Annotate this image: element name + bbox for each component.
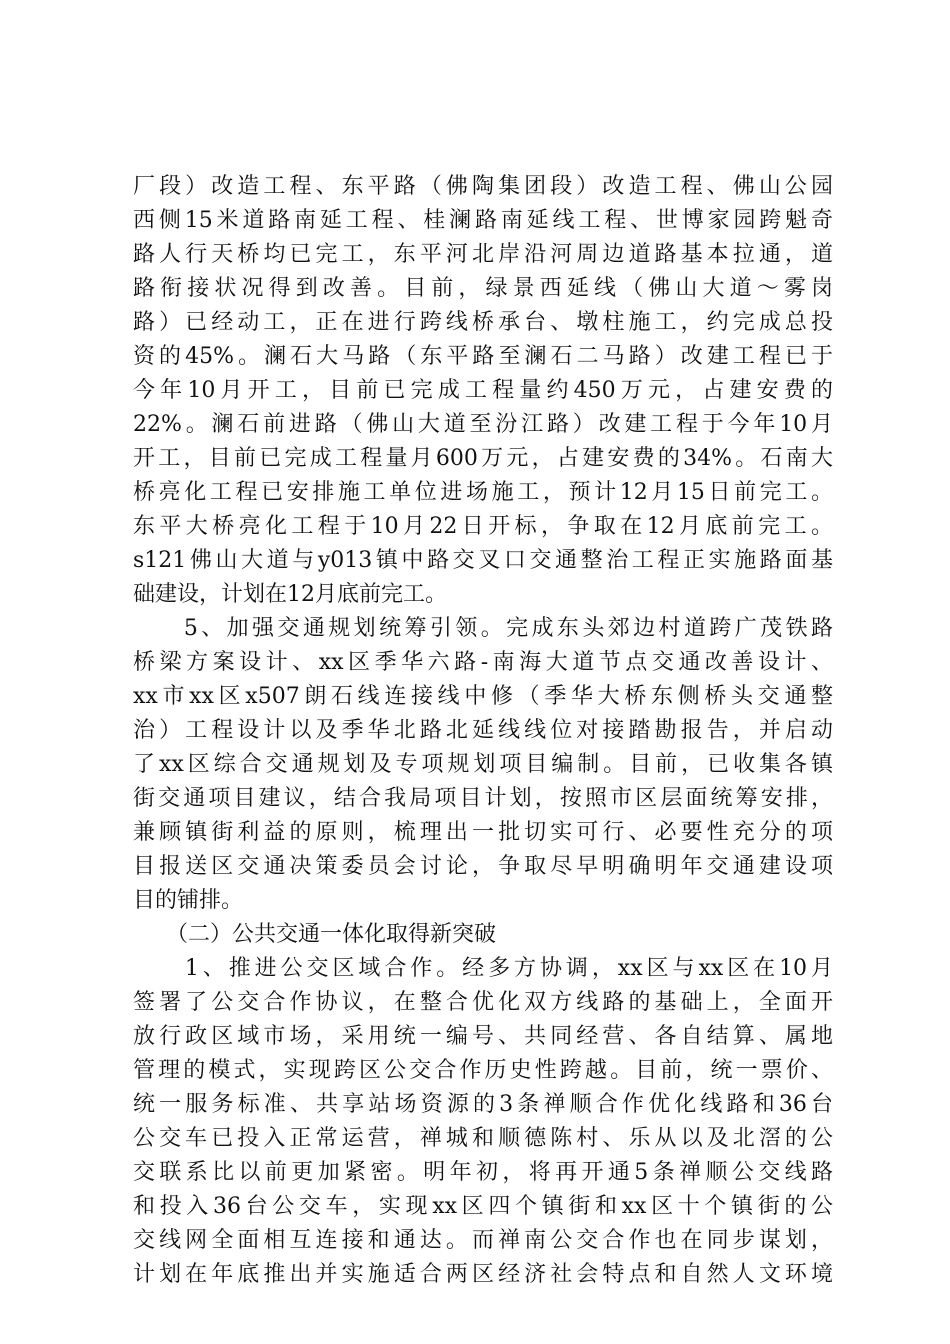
text-line: 路）已经动工，正在进行跨线桥承台、墩柱施工，约完成总投 [133, 310, 833, 335]
text-line: 东平大桥亮化工程于10月22日开标，争取在12月底前完工。 [133, 514, 833, 539]
text-line: 开工，目前已完成工程量月600万元，占建安费的34%。石南大 [133, 446, 833, 471]
text-line: 管理的模式，实现跨区公交合作历史性跨越。目前，统一票价、 [133, 1058, 833, 1083]
text-line: 统一服务标准、共享站场资源的3条禅顺合作优化线路和36台 [133, 1092, 833, 1117]
text-line: 础建设，计划在12月底前完工。 [133, 582, 447, 607]
text-line: 放行政区域市场，采用统一编号、共同经营、各自结算、属地 [133, 1024, 833, 1049]
text-line: 和投入36台公交车，实现xx区四个镇街和xx区十个镇街的公 [133, 1194, 833, 1219]
text-line: 桥亮化工程已安排施工单位进场施工，预计12月15日前完工。 [133, 480, 833, 505]
text-line: 22%。澜石前进路（佛山大道至汾江路）改建工程于今年10月 [133, 412, 833, 437]
text-line: 厂段）改造工程、东平路（佛陶集团段）改造工程、佛山公园 [133, 174, 833, 199]
text-line: 西侧15米道路南延工程、桂澜路南延线工程、世博家园跨魁奇 [133, 208, 833, 233]
text-line: xx市xx区x507朗石线连接线中修（季华大桥东侧桥头交通整 [133, 684, 833, 709]
text-line: 公交车已投入正常运营，禅城和顺德陈村、乐从以及北滘的公 [133, 1126, 833, 1151]
text-line: 签署了公交合作协议，在整合优化双方线路的基础上，全面开 [133, 990, 833, 1015]
section-heading: （二）公共交通一体化取得新突破 [133, 922, 497, 947]
text-line: 交联系比以前更加紧密。明年初，将再开通5条禅顺公交线路 [133, 1160, 833, 1185]
text-line: 街交通项目建议，结合我局项目计划，按照市区层面统筹安排， [133, 786, 833, 811]
text-line: s121佛山大道与y013镇中路交叉口交通整治工程正实施路面基 [133, 548, 833, 573]
text-line: 治）工程设计以及季华北路北延线线位对接踏勘报告，并启动 [133, 718, 833, 743]
text-line: 了xx区综合交通规划及专项规划项目编制。目前，已收集各镇 [133, 752, 833, 777]
text-line: 目报送区交通决策委员会讨论，争取尽早明确明年交通建设项 [133, 854, 833, 879]
text-line: 路衔接状况得到改善。目前，绿景西延线（佛山大道～雾岗 [133, 276, 833, 301]
text-line: 路人行天桥均已完工，东平河北岸沿河周边道路基本拉通，道 [133, 242, 833, 267]
text-line: 1、推进公交区域合作。经多方协调，xx区与xx区在10月 [133, 956, 833, 981]
text-line: 交线网全面相互连接和通达。而禅南公交合作也在同步谋划， [133, 1228, 833, 1253]
text-line: 桥梁方案设计、xx区季华六路-南海大道节点交通改善设计、 [133, 650, 833, 675]
text-line: 资的45%。澜石大马路（东平路至澜石二马路）改建工程已于 [133, 344, 833, 369]
text-line: 5、加强交通规划统筹引领。完成东头郊边村道跨广茂铁路 [133, 616, 833, 641]
text-line: 目的铺排。 [133, 888, 244, 913]
text-line: 今年10月开工，目前已完成工程量约450万元，占建安费的 [133, 378, 833, 403]
text-line: 兼顾镇街利益的原则，梳理出一批切实可行、必要性充分的项 [133, 820, 833, 845]
text-line: 计划在年底推出并实施适合两区经济社会特点和自然人文环境 [133, 1262, 833, 1287]
